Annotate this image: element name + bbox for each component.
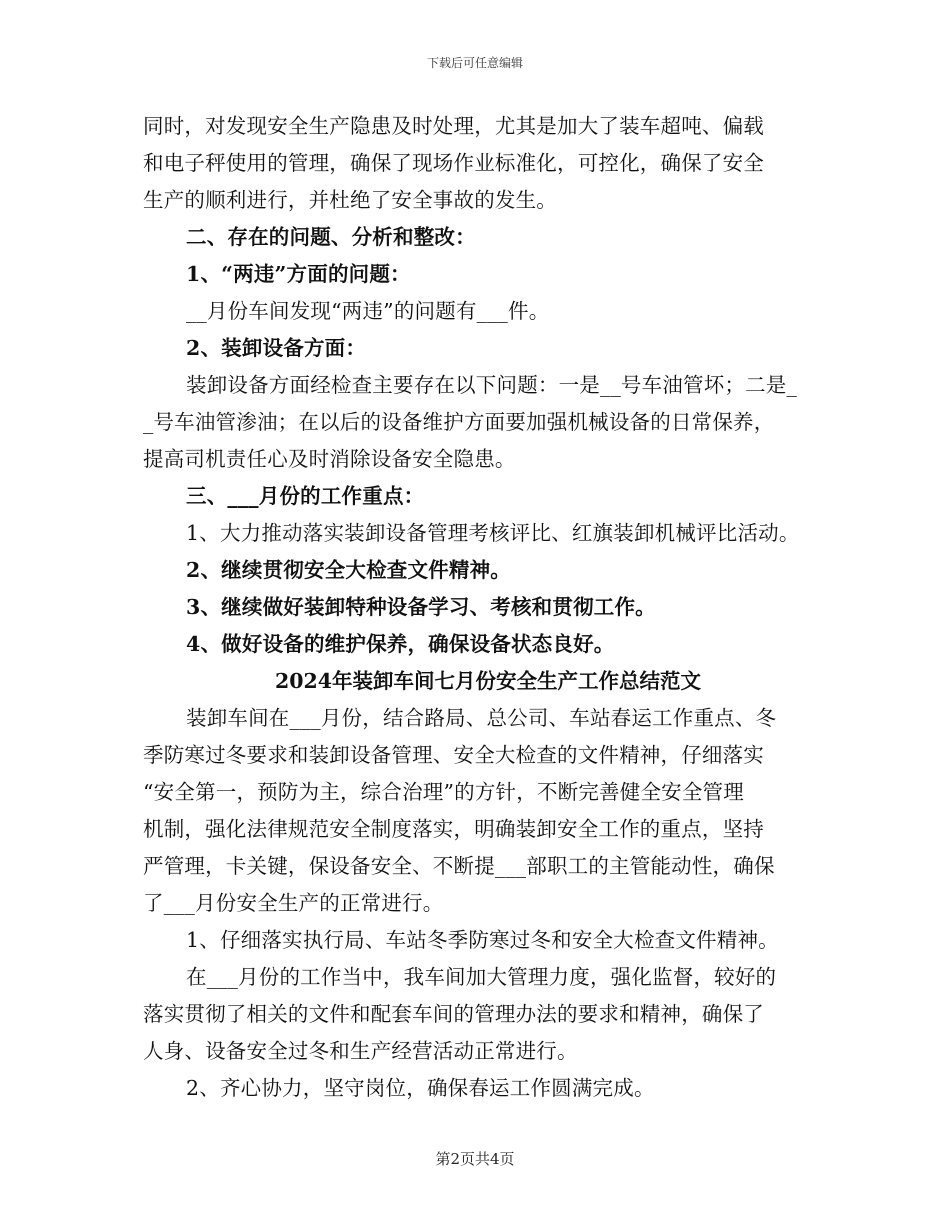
text-line: 和电子秤使用的管理，确保了现场作业标准化，可控化，确保了安全 (143, 151, 764, 175)
text-line: 装卸设备方面经检查主要存在以下问题：一是__号车油管坏；二是_ (186, 373, 797, 397)
text-line: 三、___月份的工作重点： (186, 484, 425, 508)
section-title: 2024年装卸车间七月份安全生产工作总结范文 (274, 669, 702, 693)
text-line: 生产的顺利进行，并杜绝了安全事故的发生。 (143, 188, 557, 212)
text-line: 二、存在的问题、分析和整改： (186, 225, 476, 249)
text-line: 2、齐心协力，坚守岗位，确保春运工作圆满完成。 (186, 1076, 655, 1100)
text-line: 3、继续做好装卸特种设备学习、考核和贯彻工作。 (186, 595, 656, 619)
summary-continuation (143, 108, 833, 663)
text-line: _号车油管渗油；在以后的设备维护方面要加强机械设备的日常保养， (143, 410, 775, 434)
text-line: “安全第一，预防为主，综合治理”的方针，不断完善健全安全管理 (143, 780, 744, 804)
text-line: 人身、设备安全过冬和生产经营活动正常进行。 (143, 1039, 578, 1063)
text-line: 1、仔细落实执行局、车站冬季防寒过冬和安全大检查文件精神。 (186, 928, 779, 952)
text-line: 季防寒过冬要求和装卸设备管理、安全大检查的文件精神，仔细落实 (143, 743, 764, 767)
text-line: 机制，强化法律规范安全制度落实，明确装卸安全工作的重点，坚持 (143, 817, 764, 841)
text-line: 4、做好设备的维护保养，确保设备状态良好。 (186, 632, 615, 656)
text-line: 1、大力推动落实装卸设备管理考核评比、红旗装卸机械评比活动。 (186, 521, 800, 545)
text-line: 了___月份安全生产的正常进行。 (143, 891, 444, 915)
text-line: 同时，对发现安全生产隐患及时处理，尤其是加大了装车超吨、偏载 (143, 114, 764, 138)
text-line: 在___月份的工作当中，我车间加大管理力度，强化监督，较好的 (186, 965, 777, 989)
page-header-note: 下载后可任意编辑 (426, 56, 523, 70)
text-line: 严管理，卡关键，保设备安全、不断提___部职工的主管能动性，确保 (143, 854, 775, 878)
text-line: 1、“两违”方面的问题： (186, 262, 411, 286)
text-line: 提高司机责任心及时消除设备安全隐患。 (143, 447, 516, 471)
text-line: 落实贯彻了相关的文件和配套车间的管理办法的要求和精神，确保了 (143, 1002, 764, 1026)
text-line: 装卸车间在___月份，结合路局、总公司、车站春运工作重点、冬 (186, 706, 777, 730)
page-number: 第2页共4页 (435, 1150, 515, 1168)
july-summary-body (143, 700, 833, 1107)
text-line: __月份车间发现“两违”的问题有___件。 (186, 299, 550, 323)
text-line: 2、装卸设备方面： (186, 336, 367, 360)
document-body (143, 108, 833, 1107)
text-line: 2、继续贯彻安全大检查文件精神。 (186, 558, 511, 582)
